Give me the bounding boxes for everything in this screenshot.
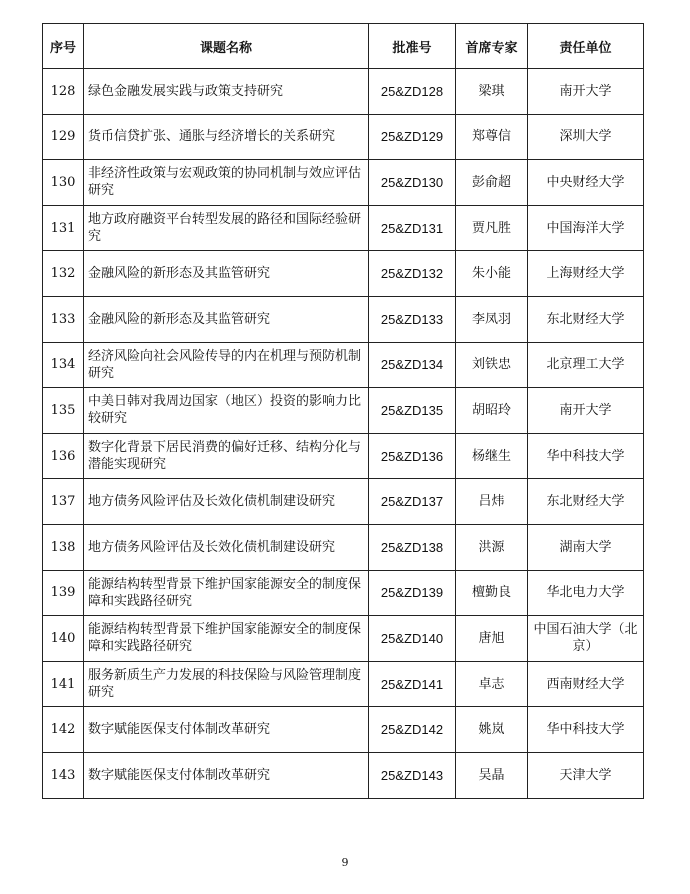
row-topic: 数字化背景下居民消费的偏好迁移、结构分化与潜能实现研究 bbox=[84, 433, 369, 479]
header-topic: 课题名称 bbox=[84, 24, 369, 69]
row-chief-expert: 彭俞超 bbox=[456, 160, 528, 206]
row-responsible-unit: 中国石油大学（北京） bbox=[528, 616, 644, 662]
row-number: 128 bbox=[43, 69, 84, 115]
row-number: 135 bbox=[43, 388, 84, 434]
table-row bbox=[43, 388, 644, 434]
row-approval-code: 25&ZD137 bbox=[369, 479, 456, 525]
row-number: 130 bbox=[43, 160, 84, 206]
row-number: 129 bbox=[43, 114, 84, 160]
row-approval-code: 25&ZD139 bbox=[369, 570, 456, 616]
row-responsible-unit: 深圳大学 bbox=[528, 114, 644, 160]
row-responsible-unit: 上海财经大学 bbox=[528, 251, 644, 297]
row-chief-expert: 朱小能 bbox=[456, 251, 528, 297]
table-header-row bbox=[43, 24, 644, 69]
row-approval-code: 25&ZD141 bbox=[369, 661, 456, 707]
row-number: 140 bbox=[43, 616, 84, 662]
row-approval-code: 25&ZD131 bbox=[369, 205, 456, 251]
row-responsible-unit: 华中科技大学 bbox=[528, 707, 644, 753]
row-topic: 绿色金融发展实践与政策支持研究 bbox=[84, 69, 369, 115]
row-chief-expert: 贾凡胜 bbox=[456, 205, 528, 251]
table-row bbox=[43, 479, 644, 525]
row-responsible-unit: 湖南大学 bbox=[528, 524, 644, 570]
row-topic: 地方债务风险评估及长效化债机制建设研究 bbox=[84, 479, 369, 525]
row-topic: 非经济性政策与宏观政策的协同机制与效应评估研究 bbox=[84, 160, 369, 206]
row-chief-expert: 洪源 bbox=[456, 524, 528, 570]
table-row bbox=[43, 433, 644, 479]
table-row bbox=[43, 342, 644, 388]
table-row bbox=[43, 570, 644, 616]
row-approval-code: 25&ZD130 bbox=[369, 160, 456, 206]
table-row bbox=[43, 69, 644, 115]
projects-table bbox=[42, 23, 644, 799]
row-approval-code: 25&ZD138 bbox=[369, 524, 456, 570]
table-row bbox=[43, 752, 644, 798]
row-topic: 货币信贷扩张、通胀与经济增长的关系研究 bbox=[84, 114, 369, 160]
table-row bbox=[43, 251, 644, 297]
row-number: 132 bbox=[43, 251, 84, 297]
row-topic: 地方政府融资平台转型发展的路径和国际经验研究 bbox=[84, 205, 369, 251]
row-chief-expert: 唐旭 bbox=[456, 616, 528, 662]
row-number: 141 bbox=[43, 661, 84, 707]
row-number: 137 bbox=[43, 479, 84, 525]
row-chief-expert: 梁琪 bbox=[456, 69, 528, 115]
table-row bbox=[43, 524, 644, 570]
row-topic: 中美日韩对我周边国家（地区）投资的影响力比较研究 bbox=[84, 388, 369, 434]
row-topic: 地方债务风险评估及长效化债机制建设研究 bbox=[84, 524, 369, 570]
row-number: 139 bbox=[43, 570, 84, 616]
row-chief-expert: 胡昭玲 bbox=[456, 388, 528, 434]
row-chief-expert: 吴晶 bbox=[456, 752, 528, 798]
row-chief-expert: 檀勤良 bbox=[456, 570, 528, 616]
header-expert: 首席专家 bbox=[456, 24, 528, 69]
row-number: 142 bbox=[43, 707, 84, 753]
row-responsible-unit: 华中科技大学 bbox=[528, 433, 644, 479]
row-responsible-unit: 中国海洋大学 bbox=[528, 205, 644, 251]
row-number: 133 bbox=[43, 296, 84, 342]
row-approval-code: 25&ZD142 bbox=[369, 707, 456, 753]
row-responsible-unit: 天津大学 bbox=[528, 752, 644, 798]
row-topic: 能源结构转型背景下维护国家能源安全的制度保障和实践路径研究 bbox=[84, 616, 369, 662]
row-approval-code: 25&ZD129 bbox=[369, 114, 456, 160]
row-chief-expert: 杨继生 bbox=[456, 433, 528, 479]
row-number: 138 bbox=[43, 524, 84, 570]
table-row bbox=[43, 707, 644, 753]
row-approval-code: 25&ZD128 bbox=[369, 69, 456, 115]
header-code: 批准号 bbox=[369, 24, 456, 69]
row-responsible-unit: 西南财经大学 bbox=[528, 661, 644, 707]
row-responsible-unit: 中央财经大学 bbox=[528, 160, 644, 206]
row-chief-expert: 姚岚 bbox=[456, 707, 528, 753]
row-responsible-unit: 东北财经大学 bbox=[528, 296, 644, 342]
row-approval-code: 25&ZD133 bbox=[369, 296, 456, 342]
row-number: 134 bbox=[43, 342, 84, 388]
row-approval-code: 25&ZD135 bbox=[369, 388, 456, 434]
row-chief-expert: 卓志 bbox=[456, 661, 528, 707]
row-chief-expert: 郑尊信 bbox=[456, 114, 528, 160]
header-unit: 责任单位 bbox=[528, 24, 644, 69]
row-topic: 数字赋能医保支付体制改革研究 bbox=[84, 752, 369, 798]
row-chief-expert: 刘铁忠 bbox=[456, 342, 528, 388]
table-row bbox=[43, 160, 644, 206]
row-approval-code: 25&ZD143 bbox=[369, 752, 456, 798]
row-number: 143 bbox=[43, 752, 84, 798]
row-topic: 能源结构转型背景下维护国家能源安全的制度保障和实践路径研究 bbox=[84, 570, 369, 616]
header-no: 序号 bbox=[43, 24, 84, 69]
row-topic: 金融风险的新形态及其监管研究 bbox=[84, 251, 369, 297]
table-row bbox=[43, 205, 644, 251]
row-approval-code: 25&ZD136 bbox=[369, 433, 456, 479]
row-responsible-unit: 北京理工大学 bbox=[528, 342, 644, 388]
row-responsible-unit: 东北财经大学 bbox=[528, 479, 644, 525]
row-chief-expert: 吕炜 bbox=[456, 479, 528, 525]
row-approval-code: 25&ZD134 bbox=[369, 342, 456, 388]
table-row bbox=[43, 114, 644, 160]
row-responsible-unit: 华北电力大学 bbox=[528, 570, 644, 616]
row-approval-code: 25&ZD132 bbox=[369, 251, 456, 297]
page-number: 9 bbox=[341, 856, 349, 869]
row-responsible-unit: 南开大学 bbox=[528, 388, 644, 434]
row-number: 131 bbox=[43, 205, 84, 251]
table-row bbox=[43, 661, 644, 707]
row-topic: 金融风险的新形态及其监管研究 bbox=[84, 296, 369, 342]
row-topic: 服务新质生产力发展的科技保险与风险管理制度研究 bbox=[84, 661, 369, 707]
row-topic: 数字赋能医保支付体制改革研究 bbox=[84, 707, 369, 753]
table-row bbox=[43, 616, 644, 662]
table-row bbox=[43, 296, 644, 342]
row-approval-code: 25&ZD140 bbox=[369, 616, 456, 662]
row-responsible-unit: 南开大学 bbox=[528, 69, 644, 115]
row-number: 136 bbox=[43, 433, 84, 479]
row-chief-expert: 李凤羽 bbox=[456, 296, 528, 342]
row-topic: 经济风险向社会风险传导的内在机理与预防机制研究 bbox=[84, 342, 369, 388]
